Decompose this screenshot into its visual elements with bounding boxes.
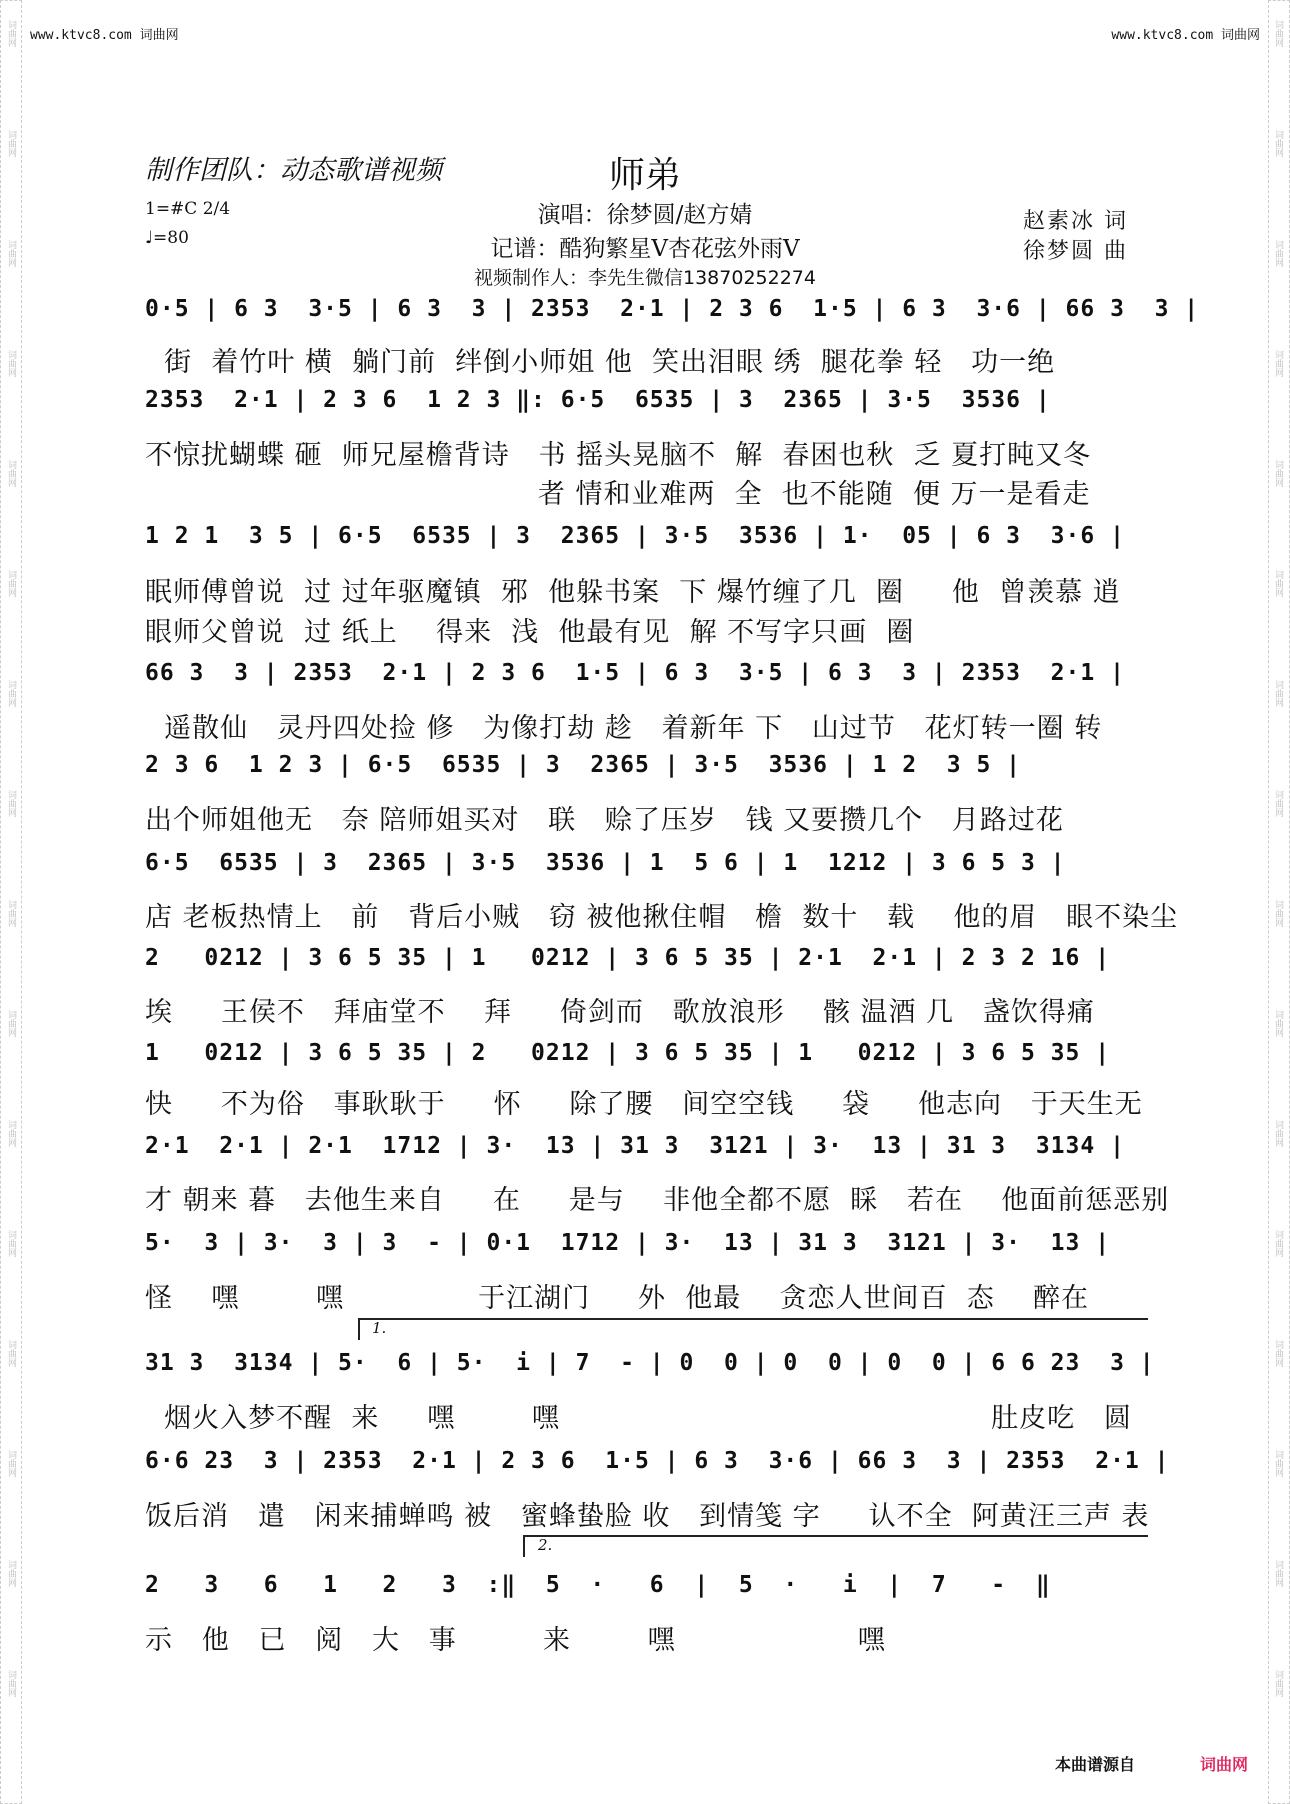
notation-row-10: 5· 3 | 3· 3 | 3 - | 0·1 1712 | 3· 13 | 31 3 3121 | 3· 13 | bbox=[145, 1230, 1111, 1256]
edge-watermark: 词曲网 bbox=[6, 130, 16, 157]
lyrics-row-7: 埃 王侯不 拜庙堂不 拜 倚剑而 歌放浪形 骸 温酒 几 盏饮得痛 bbox=[145, 997, 1095, 1028]
lyrics-row-9: 才 朝来 暮 去他生来自 在 是与 非他全都不愿 睬 若在 他面前惩恶别 bbox=[145, 1185, 1170, 1216]
edge-watermark: 词曲网 bbox=[1273, 1670, 1283, 1697]
notation-row-3: 1 2 1 3 5 | 6·5 6535 | 3 2365 | 3·5 3536 | 1· 05 | 6 3 3·6 | bbox=[145, 523, 1125, 549]
volta-1-stem bbox=[358, 1318, 360, 1340]
edge-watermark: 词曲网 bbox=[6, 1010, 16, 1037]
notation-row-5: 2 3 6 1 2 3 | 6·5 6535 | 3 2365 | 3·5 3536 | 1 2 3 5 | bbox=[145, 752, 1021, 778]
transcriber-credit: 记谱：酷狗繁星V杏花弦外雨V bbox=[490, 236, 800, 262]
edge-watermark: 词曲网 bbox=[1273, 350, 1283, 377]
edge-watermark: 词曲网 bbox=[6, 790, 16, 817]
notation-row-1: 0·5 | 6 3 3·5 | 6 3 3 | 2353 2·1 | 2 3 6 1·5 | 6 3 3·6 | 66 3 3 | bbox=[145, 296, 1200, 322]
edge-watermark: 词曲网 bbox=[1273, 240, 1283, 267]
edge-watermark: 词曲网 bbox=[6, 460, 16, 487]
singer-credit: 演唱：徐梦圆/赵方婧 bbox=[537, 202, 753, 228]
edge-watermark: 词曲网 bbox=[6, 20, 16, 47]
lyricist-credit: 赵素冰 词 bbox=[1023, 209, 1128, 234]
site-url-left[interactable]: www.ktvc8.com 词曲网 bbox=[30, 28, 179, 43]
edge-watermark: 词曲网 bbox=[1273, 680, 1283, 707]
edge-watermark: 词曲网 bbox=[6, 240, 16, 267]
edge-watermark: 词曲网 bbox=[6, 1230, 16, 1257]
edge-watermark: 词曲网 bbox=[1273, 20, 1283, 47]
edge-watermark: 词曲网 bbox=[1273, 460, 1283, 487]
source-site-link[interactable]: 词曲网 bbox=[1200, 1755, 1249, 1774]
video-maker-credit: 视频制作人：李先生微信13870252274 bbox=[474, 267, 816, 289]
lyrics-row-3a: 眠师傅曾说 过 过年驱魔镇 邪 他躲书案 下 爆竹缠了几 圈 他 曾羡慕 逍 bbox=[145, 577, 1121, 608]
notation-row-4: 66 3 3 | 2353 2·1 | 2 3 6 1·5 | 6 3 3·5 | 6 3 3 | 2353 2·1 | bbox=[145, 660, 1125, 686]
lyrics-row-2b: 者 情和业难两 全 也不能随 便 万一是看走 bbox=[145, 479, 1091, 510]
volta-2-bracket bbox=[523, 1535, 1148, 1537]
notation-row-9: 2·1 2·1 | 2·1 1712 | 3· 13 | 31 3 3121 | 3· 13 | 31 3 3134 | bbox=[145, 1133, 1125, 1159]
notation-row-2: 2353 2·1 | 2 3 6 1 2 3 ‖: 6·5 6535 | 3 2365 | 3·5 3536 | bbox=[145, 387, 1051, 413]
site-url-right[interactable]: www.ktvc8.com 词曲网 bbox=[1111, 28, 1260, 43]
lyrics-row-4: 遥散仙 灵丹四处捡 修 为像打劫 趁 着新年 下 山过节 花灯转一圈 转 bbox=[145, 713, 1103, 744]
edge-watermark: 词曲网 bbox=[1273, 570, 1283, 597]
edge-watermark: 词曲网 bbox=[6, 1450, 16, 1477]
lyrics-row-12: 饭后消 遣 闲来捕蝉鸣 被 蜜蜂蛰脸 收 到情笺 字 认不全 阿黄汪三声 表 bbox=[145, 1501, 1150, 1532]
key-signature: 1=#C 2/4 bbox=[145, 199, 231, 219]
volta-1-bracket bbox=[358, 1318, 1148, 1320]
edge-watermark: 词曲网 bbox=[6, 350, 16, 377]
composer-credit: 徐梦圆 曲 bbox=[1023, 239, 1128, 264]
notation-row-6: 6·5 6535 | 3 2365 | 3·5 3536 | 1 5 6 | 1 1212 | 3 6 5 3 | bbox=[145, 850, 1066, 876]
edge-watermark: 词曲网 bbox=[1273, 1340, 1283, 1367]
lyrics-row-8: 快 不为俗 事耿耿于 怀 除了腰 间空空钱 袋 他志向 于天生无 bbox=[145, 1089, 1143, 1120]
volta-1-label: 1. bbox=[372, 1319, 387, 1337]
lyrics-row-3b: 眼师父曾说 过 纸上 得来 浅 他最有见 解 不写字只画 圈 bbox=[145, 617, 915, 648]
volta-2-stem bbox=[523, 1535, 525, 1557]
lyrics-row-6: 店 老板热情上 前 背后小贼 窃 被他揪住帽 檐 数十 载 他的眉 眼不染尘 bbox=[145, 902, 1179, 933]
edge-watermark: 词曲网 bbox=[1273, 130, 1283, 157]
edge-watermark: 词曲网 bbox=[1273, 900, 1283, 927]
notation-row-13: 2 3 6 1 2 3 :‖ 5 · 6 | 5 · i | 7 - ‖ bbox=[145, 1572, 1051, 1598]
notation-row-12: 6·6 23 3 | 2353 2·1 | 2 3 6 1·5 | 6 3 3·6 | 66 3 3 | 2353 2·1 | bbox=[145, 1448, 1170, 1474]
volta-2-label: 2. bbox=[538, 1536, 553, 1554]
edge-watermark: 词曲网 bbox=[6, 1560, 16, 1587]
lyrics-row-2a: 不惊扰蝴蝶 砸 师兄屋檐背诗 书 摇头晃脑不 解 春困也秋 乏 夏打盹又冬 bbox=[145, 440, 1092, 471]
edge-watermark: 词曲网 bbox=[1273, 1120, 1283, 1147]
edge-watermark: 词曲网 bbox=[6, 900, 16, 927]
edge-watermark: 词曲网 bbox=[1273, 790, 1283, 817]
edge-watermark: 词曲网 bbox=[6, 1120, 16, 1147]
tempo-marking: ♩=80 bbox=[145, 228, 189, 248]
lyrics-row-10: 怪 嘿 嘿 于江湖门 外 他最 贪恋人世间百 态 醉在 bbox=[145, 1283, 1090, 1314]
source-note: 本曲谱源自 bbox=[1055, 1755, 1136, 1774]
lyrics-row-11: 烟火入梦不醒 来 嘿 嘿 肚皮吃 圆 bbox=[145, 1403, 1132, 1434]
lyrics-row-13: 示 他 已 阅 大 事 来 嘿 嘿 bbox=[145, 1625, 886, 1656]
notation-row-8: 1 0212 | 3 6 5 35 | 2 0212 | 3 6 5 35 | 1 0212 | 3 6 5 35 | bbox=[145, 1040, 1111, 1066]
edge-watermark: 词曲网 bbox=[1273, 1230, 1283, 1257]
edge-watermark: 词曲网 bbox=[1273, 1010, 1283, 1037]
notation-row-11: 31 3 3134 | 5· 6 | 5· i | 7 - | 0 0 | 0 0 | 0 0 | 6 6 23 3 | bbox=[145, 1350, 1155, 1376]
edge-watermark: 词曲网 bbox=[1273, 1450, 1283, 1477]
notation-row-7: 2 0212 | 3 6 5 35 | 1 0212 | 3 6 5 35 | 2·1 2·1 | 2 3 2 16 | bbox=[145, 945, 1111, 971]
edge-watermark: 词曲网 bbox=[6, 1340, 16, 1367]
edge-watermark: 词曲网 bbox=[6, 1670, 16, 1697]
edge-watermark: 词曲网 bbox=[6, 570, 16, 597]
lyrics-row-1: 街 着竹叶 横 躺门前 绊倒小师姐 他 笑出泪眼 绣 腿花拳 轻 功一绝 bbox=[145, 347, 1056, 378]
lyrics-row-5: 出个师姐他无 奈 陪师姐买对 联 赊了压岁 钱 又要攒几个 月路过花 bbox=[145, 805, 1064, 836]
production-team: 制作团队：动态歌谱视频 bbox=[145, 155, 442, 186]
edge-watermark: 词曲网 bbox=[1273, 1560, 1283, 1587]
song-title: 师弟 bbox=[608, 155, 681, 196]
edge-watermark: 词曲网 bbox=[6, 680, 16, 707]
